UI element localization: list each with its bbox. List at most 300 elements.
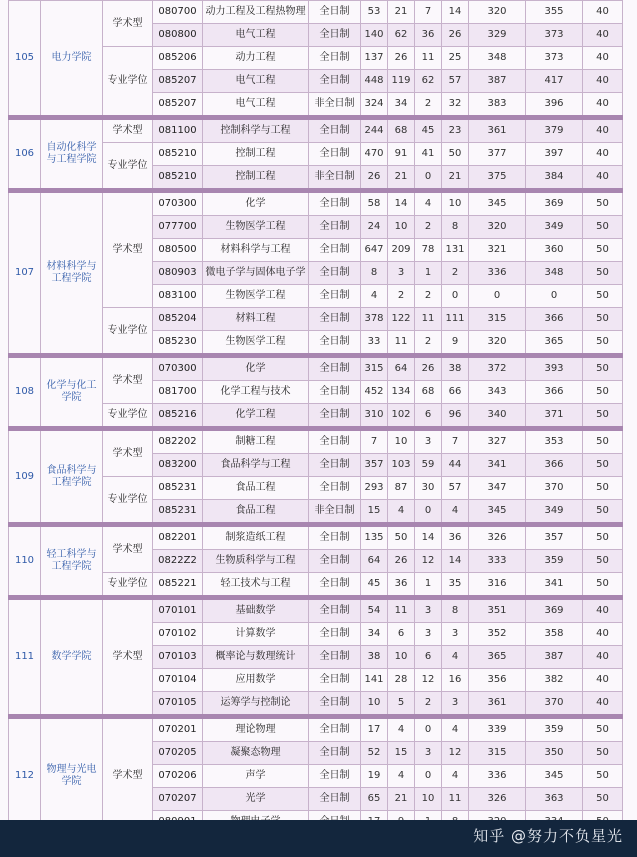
applicants-cell: 64 — [361, 550, 388, 573]
applicants-cell: 38 — [361, 646, 388, 669]
quota-cell: 50 — [583, 239, 623, 262]
avg-score-cell: 370 — [526, 477, 583, 500]
applicants-cell: 58 — [361, 191, 388, 216]
min-score-cell: 336 — [469, 765, 526, 788]
major-name-cell: 基础数学 — [203, 598, 309, 623]
avg-score-cell: 366 — [526, 381, 583, 404]
exam-admitted-cell: 3 — [442, 692, 469, 717]
admitted-cell: 26 — [388, 47, 415, 70]
degree-type-cell: 学术型 — [103, 717, 153, 834]
avg-score-cell: 0 — [526, 285, 583, 308]
applicants-cell: 8 — [361, 262, 388, 285]
major-code-cell: 085204 — [153, 308, 203, 331]
exam-admitted-cell: 44 — [442, 454, 469, 477]
avg-score-cell: 360 — [526, 239, 583, 262]
recommended-cell: 30 — [415, 477, 442, 500]
exam-admitted-cell: 10 — [442, 191, 469, 216]
exam-admitted-cell: 4 — [442, 717, 469, 742]
avg-score-cell: 359 — [526, 550, 583, 573]
major-name-cell: 化学 — [203, 191, 309, 216]
quota-cell: 50 — [583, 454, 623, 477]
major-name-cell: 计算数学 — [203, 623, 309, 646]
major-code-cell: 085221 — [153, 573, 203, 598]
study-mode-cell: 全日制 — [309, 216, 361, 239]
min-score-cell: 340 — [469, 404, 526, 429]
admitted-cell: 10 — [388, 429, 415, 454]
major-code-cell: 085210 — [153, 143, 203, 166]
applicants-cell: 140 — [361, 24, 388, 47]
study-mode-cell: 全日制 — [309, 118, 361, 143]
college-number-cell: 110 — [9, 525, 41, 598]
major-code-cell: 077700 — [153, 216, 203, 239]
applicants-cell: 54 — [361, 598, 388, 623]
exam-admitted-cell: 111 — [442, 308, 469, 331]
major-name-cell: 轻工技术与工程 — [203, 573, 309, 598]
college-number-cell: 109 — [9, 429, 41, 525]
admitted-cell: 4 — [388, 500, 415, 525]
major-name-cell: 制糖工程 — [203, 429, 309, 454]
major-code-cell: 081700 — [153, 381, 203, 404]
avg-score-cell: 384 — [526, 166, 583, 191]
recommended-cell: 0 — [415, 717, 442, 742]
study-mode-cell: 非全日制 — [309, 166, 361, 191]
admitted-cell: 87 — [388, 477, 415, 500]
quota-cell: 40 — [583, 692, 623, 717]
quota-cell: 40 — [583, 623, 623, 646]
quota-cell: 50 — [583, 356, 623, 381]
major-name-cell: 声学 — [203, 765, 309, 788]
major-name-cell: 微电子学与固体电子学 — [203, 262, 309, 285]
avg-score-cell: 349 — [526, 216, 583, 239]
study-mode-cell: 全日制 — [309, 454, 361, 477]
study-mode-cell: 全日制 — [309, 308, 361, 331]
min-score-cell: 383 — [469, 93, 526, 118]
min-score-cell: 339 — [469, 717, 526, 742]
quota-cell: 50 — [583, 550, 623, 573]
min-score-cell: 327 — [469, 429, 526, 454]
major-name-cell: 化学工程与技术 — [203, 381, 309, 404]
study-mode-cell: 全日制 — [309, 1, 361, 24]
major-code-cell: 085216 — [153, 404, 203, 429]
min-score-cell: 336 — [469, 262, 526, 285]
major-name-cell: 生物医学工程 — [203, 216, 309, 239]
min-score-cell: 326 — [469, 788, 526, 811]
avg-score-cell: 349 — [526, 500, 583, 525]
degree-type-cell: 专业学位 — [103, 573, 153, 598]
admitted-cell: 21 — [388, 1, 415, 24]
applicants-cell: 15 — [361, 500, 388, 525]
recommended-cell: 3 — [415, 742, 442, 765]
major-name-cell: 运筹学与控制论 — [203, 692, 309, 717]
exam-admitted-cell: 14 — [442, 1, 469, 24]
college-number-cell: 105 — [9, 1, 41, 118]
study-mode-cell: 全日制 — [309, 623, 361, 646]
quota-cell: 40 — [583, 70, 623, 93]
study-mode-cell: 全日制 — [309, 646, 361, 669]
admitted-cell: 4 — [388, 717, 415, 742]
min-score-cell: 372 — [469, 356, 526, 381]
recommended-cell: 0 — [415, 166, 442, 191]
quota-cell: 50 — [583, 404, 623, 429]
college-name-cell: 化学与化工学院 — [41, 356, 103, 429]
quota-cell: 50 — [583, 765, 623, 788]
major-name-cell: 生物医学工程 — [203, 331, 309, 356]
recommended-cell: 6 — [415, 404, 442, 429]
recommended-cell: 2 — [415, 93, 442, 118]
min-score-cell: 326 — [469, 525, 526, 550]
admitted-cell: 134 — [388, 381, 415, 404]
admitted-cell: 10 — [388, 216, 415, 239]
college-number-cell: 112 — [9, 717, 41, 834]
admitted-cell: 102 — [388, 404, 415, 429]
degree-type-cell: 学术型 — [103, 598, 153, 717]
avg-score-cell: 382 — [526, 669, 583, 692]
min-score-cell: 316 — [469, 573, 526, 598]
applicants-cell: 647 — [361, 239, 388, 262]
exam-admitted-cell: 3 — [442, 623, 469, 646]
exam-admitted-cell: 7 — [442, 429, 469, 454]
study-mode-cell: 全日制 — [309, 717, 361, 742]
major-code-cell: 085206 — [153, 47, 203, 70]
admitted-cell: 6 — [388, 623, 415, 646]
admitted-cell: 3 — [388, 262, 415, 285]
recommended-cell: 1 — [415, 573, 442, 598]
admitted-cell: 91 — [388, 143, 415, 166]
degree-type-cell: 学术型 — [103, 356, 153, 404]
exam-admitted-cell: 0 — [442, 285, 469, 308]
major-name-cell: 电气工程 — [203, 70, 309, 93]
college-name-cell: 数学学院 — [41, 598, 103, 717]
min-score-cell: 356 — [469, 669, 526, 692]
quota-cell: 50 — [583, 717, 623, 742]
major-code-cell: 085231 — [153, 500, 203, 525]
applicants-cell: 293 — [361, 477, 388, 500]
applicants-cell: 53 — [361, 1, 388, 24]
college-number-cell: 111 — [9, 598, 41, 717]
major-code-cell: 083100 — [153, 285, 203, 308]
recommended-cell: 26 — [415, 356, 442, 381]
min-score-cell: 361 — [469, 692, 526, 717]
exam-admitted-cell: 4 — [442, 500, 469, 525]
exam-admitted-cell: 12 — [442, 742, 469, 765]
applicants-cell: 17 — [361, 717, 388, 742]
degree-type-cell: 学术型 — [103, 118, 153, 143]
study-mode-cell: 全日制 — [309, 24, 361, 47]
quota-cell: 40 — [583, 646, 623, 669]
quota-cell: 40 — [583, 598, 623, 623]
recommended-cell: 78 — [415, 239, 442, 262]
major-name-cell: 控制工程 — [203, 166, 309, 191]
recommended-cell: 0 — [415, 765, 442, 788]
major-name-cell: 动力工程 — [203, 47, 309, 70]
major-name-cell: 凝聚态物理 — [203, 742, 309, 765]
avg-score-cell: 366 — [526, 308, 583, 331]
major-name-cell: 光学 — [203, 788, 309, 811]
admitted-cell: 50 — [388, 525, 415, 550]
recommended-cell: 7 — [415, 1, 442, 24]
study-mode-cell: 全日制 — [309, 550, 361, 573]
study-mode-cell: 全日制 — [309, 742, 361, 765]
applicants-cell: 7 — [361, 429, 388, 454]
study-mode-cell: 全日制 — [309, 692, 361, 717]
avg-score-cell: 341 — [526, 573, 583, 598]
major-name-cell: 化学工程 — [203, 404, 309, 429]
min-score-cell: 365 — [469, 646, 526, 669]
recommended-cell: 14 — [415, 525, 442, 550]
study-mode-cell: 全日制 — [309, 404, 361, 429]
study-mode-cell: 全日制 — [309, 356, 361, 381]
quota-cell: 50 — [583, 262, 623, 285]
exam-admitted-cell: 8 — [442, 216, 469, 239]
exam-admitted-cell: 96 — [442, 404, 469, 429]
min-score-cell: 341 — [469, 454, 526, 477]
admitted-cell: 34 — [388, 93, 415, 118]
min-score-cell: 329 — [469, 24, 526, 47]
exam-admitted-cell: 38 — [442, 356, 469, 381]
major-code-cell: 070102 — [153, 623, 203, 646]
table-row — [9, 356, 623, 381]
admitted-cell: 68 — [388, 118, 415, 143]
major-name-cell: 食品科学与工程 — [203, 454, 309, 477]
avg-score-cell: 363 — [526, 788, 583, 811]
recommended-cell: 36 — [415, 24, 442, 47]
major-code-cell: 080700 — [153, 1, 203, 24]
avg-score-cell: 371 — [526, 404, 583, 429]
admitted-cell: 2 — [388, 285, 415, 308]
college-name-cell: 物理与光电学院 — [41, 717, 103, 834]
major-name-cell: 动力工程及工程热物理 — [203, 1, 309, 24]
quota-cell: 50 — [583, 429, 623, 454]
degree-type-cell: 学术型 — [103, 429, 153, 477]
exam-admitted-cell: 35 — [442, 573, 469, 598]
avg-score-cell: 370 — [526, 692, 583, 717]
exam-admitted-cell: 9 — [442, 331, 469, 356]
applicants-cell: 135 — [361, 525, 388, 550]
recommended-cell: 68 — [415, 381, 442, 404]
min-score-cell: 345 — [469, 191, 526, 216]
major-name-cell: 生物质科学与工程 — [203, 550, 309, 573]
quota-cell: 40 — [583, 93, 623, 118]
study-mode-cell: 全日制 — [309, 70, 361, 93]
applicants-cell: 4 — [361, 285, 388, 308]
major-code-cell: 080903 — [153, 262, 203, 285]
applicants-cell: 65 — [361, 788, 388, 811]
major-code-cell: 080500 — [153, 239, 203, 262]
quota-cell: 50 — [583, 525, 623, 550]
study-mode-cell: 全日制 — [309, 765, 361, 788]
recommended-cell: 41 — [415, 143, 442, 166]
quota-cell: 50 — [583, 788, 623, 811]
avg-score-cell: 355 — [526, 1, 583, 24]
quota-cell: 50 — [583, 191, 623, 216]
quota-cell: 40 — [583, 118, 623, 143]
exam-admitted-cell: 131 — [442, 239, 469, 262]
study-mode-cell: 全日制 — [309, 788, 361, 811]
avg-score-cell: 397 — [526, 143, 583, 166]
exam-admitted-cell: 66 — [442, 381, 469, 404]
table-row — [9, 118, 623, 143]
recommended-cell: 11 — [415, 308, 442, 331]
applicants-cell: 244 — [361, 118, 388, 143]
recommended-cell: 2 — [415, 692, 442, 717]
major-name-cell: 理论物理 — [203, 717, 309, 742]
quota-cell: 40 — [583, 47, 623, 70]
major-code-cell: 082201 — [153, 525, 203, 550]
admitted-cell: 62 — [388, 24, 415, 47]
applicants-cell: 357 — [361, 454, 388, 477]
table-row — [9, 717, 623, 742]
study-mode-cell: 非全日制 — [309, 93, 361, 118]
recommended-cell: 2 — [415, 216, 442, 239]
avg-score-cell: 358 — [526, 623, 583, 646]
major-code-cell: 0822Z2 — [153, 550, 203, 573]
exam-admitted-cell: 57 — [442, 477, 469, 500]
min-score-cell: 315 — [469, 308, 526, 331]
avg-score-cell: 369 — [526, 598, 583, 623]
study-mode-cell: 全日制 — [309, 573, 361, 598]
college-name-cell: 电力学院 — [41, 1, 103, 118]
avg-score-cell: 417 — [526, 70, 583, 93]
recommended-cell: 10 — [415, 788, 442, 811]
major-code-cell: 085207 — [153, 93, 203, 118]
min-score-cell: 333 — [469, 550, 526, 573]
degree-type-cell: 专业学位 — [103, 47, 153, 118]
major-name-cell: 制浆造纸工程 — [203, 525, 309, 550]
quota-cell: 40 — [583, 669, 623, 692]
major-name-cell: 电气工程 — [203, 93, 309, 118]
quota-cell: 40 — [583, 143, 623, 166]
exam-admitted-cell: 23 — [442, 118, 469, 143]
study-mode-cell: 全日制 — [309, 331, 361, 356]
study-mode-cell: 全日制 — [309, 47, 361, 70]
recommended-cell: 2 — [415, 285, 442, 308]
college-number-cell: 106 — [9, 118, 41, 191]
applicants-cell: 310 — [361, 404, 388, 429]
admitted-cell: 11 — [388, 331, 415, 356]
min-score-cell: 348 — [469, 47, 526, 70]
study-mode-cell: 全日制 — [309, 525, 361, 550]
major-name-cell: 食品工程 — [203, 500, 309, 525]
major-code-cell: 070300 — [153, 356, 203, 381]
admitted-cell: 26 — [388, 550, 415, 573]
exam-admitted-cell: 25 — [442, 47, 469, 70]
admitted-cell: 103 — [388, 454, 415, 477]
recommended-cell: 1 — [415, 262, 442, 285]
study-mode-cell: 全日制 — [309, 262, 361, 285]
applicants-cell: 45 — [361, 573, 388, 598]
avg-score-cell: 373 — [526, 24, 583, 47]
recommended-cell: 4 — [415, 191, 442, 216]
applicants-cell: 33 — [361, 331, 388, 356]
degree-type-cell: 专业学位 — [103, 477, 153, 525]
applicants-cell: 448 — [361, 70, 388, 93]
degree-type-cell: 学术型 — [103, 191, 153, 308]
major-code-cell: 082202 — [153, 429, 203, 454]
applicants-cell: 26 — [361, 166, 388, 191]
applicants-cell: 378 — [361, 308, 388, 331]
degree-type-cell: 专业学位 — [103, 308, 153, 356]
avg-score-cell: 369 — [526, 191, 583, 216]
recommended-cell: 62 — [415, 70, 442, 93]
recommended-cell: 6 — [415, 646, 442, 669]
major-code-cell: 070104 — [153, 669, 203, 692]
exam-admitted-cell: 50 — [442, 143, 469, 166]
exam-admitted-cell: 14 — [442, 550, 469, 573]
major-code-cell: 070300 — [153, 191, 203, 216]
college-number-cell: 108 — [9, 356, 41, 429]
quota-cell: 50 — [583, 573, 623, 598]
major-name-cell: 概率论与数理统计 — [203, 646, 309, 669]
admission-score-table — [8, 0, 623, 834]
major-code-cell: 070205 — [153, 742, 203, 765]
major-name-cell: 电气工程 — [203, 24, 309, 47]
admitted-cell: 119 — [388, 70, 415, 93]
study-mode-cell: 全日制 — [309, 598, 361, 623]
college-name-cell: 材料科学与工程学院 — [41, 191, 103, 356]
applicants-cell: 324 — [361, 93, 388, 118]
exam-admitted-cell: 4 — [442, 646, 469, 669]
min-score-cell: 320 — [469, 216, 526, 239]
min-score-cell: 361 — [469, 118, 526, 143]
recommended-cell: 3 — [415, 623, 442, 646]
exam-admitted-cell: 4 — [442, 765, 469, 788]
exam-admitted-cell: 57 — [442, 70, 469, 93]
major-name-cell: 食品工程 — [203, 477, 309, 500]
admitted-cell: 36 — [388, 573, 415, 598]
avg-score-cell: 350 — [526, 742, 583, 765]
avg-score-cell: 365 — [526, 331, 583, 356]
college-name-cell: 自动化科学与工程学院 — [41, 118, 103, 191]
min-score-cell: 315 — [469, 742, 526, 765]
recommended-cell: 3 — [415, 429, 442, 454]
applicants-cell: 34 — [361, 623, 388, 646]
recommended-cell: 12 — [415, 669, 442, 692]
table-row — [9, 191, 623, 216]
table-row — [9, 525, 623, 550]
major-name-cell: 控制科学与工程 — [203, 118, 309, 143]
quota-cell: 50 — [583, 331, 623, 356]
min-score-cell: 377 — [469, 143, 526, 166]
avg-score-cell: 396 — [526, 93, 583, 118]
admitted-cell: 15 — [388, 742, 415, 765]
major-code-cell: 083200 — [153, 454, 203, 477]
min-score-cell: 375 — [469, 166, 526, 191]
table-row — [9, 429, 623, 454]
admitted-cell: 11 — [388, 598, 415, 623]
college-name-cell: 轻工科学与工程学院 — [41, 525, 103, 598]
study-mode-cell: 全日制 — [309, 143, 361, 166]
min-score-cell: 347 — [469, 477, 526, 500]
study-mode-cell: 全日制 — [309, 669, 361, 692]
major-name-cell: 应用数学 — [203, 669, 309, 692]
quota-cell: 50 — [583, 477, 623, 500]
exam-admitted-cell: 8 — [442, 598, 469, 623]
major-code-cell: 085231 — [153, 477, 203, 500]
admitted-cell: 5 — [388, 692, 415, 717]
avg-score-cell: 373 — [526, 47, 583, 70]
recommended-cell: 3 — [415, 598, 442, 623]
major-name-cell: 化学 — [203, 356, 309, 381]
major-name-cell: 材料科学与工程 — [203, 239, 309, 262]
applicants-cell: 315 — [361, 356, 388, 381]
quota-cell: 50 — [583, 742, 623, 765]
min-score-cell: 387 — [469, 70, 526, 93]
quota-cell: 40 — [583, 24, 623, 47]
exam-admitted-cell: 11 — [442, 788, 469, 811]
admitted-cell: 4 — [388, 765, 415, 788]
study-mode-cell: 全日制 — [309, 429, 361, 454]
quota-cell: 50 — [583, 500, 623, 525]
